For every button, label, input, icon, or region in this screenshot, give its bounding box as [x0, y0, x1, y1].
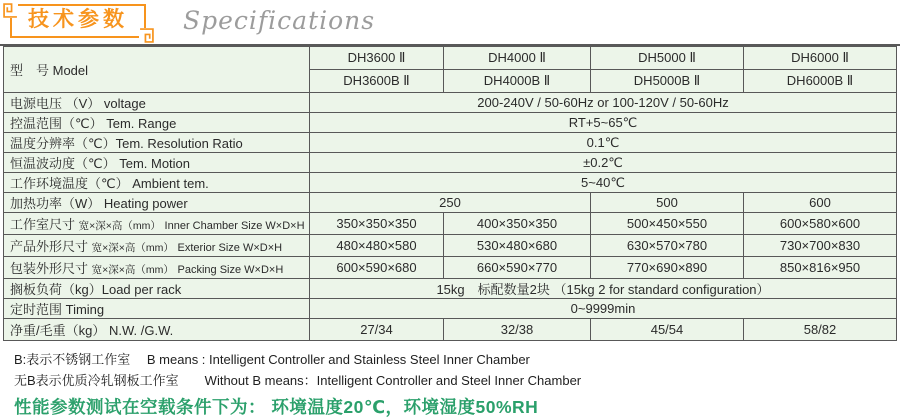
spec-label [4, 213, 310, 235]
spec-row-resolution [4, 133, 897, 153]
model-row-label: 型 号 Model [4, 47, 310, 93]
test-condition-note: 性能参数测试在空载条件下为： 环境温度20℃，环境湿度50%RH [14, 397, 539, 417]
spec-value: 5~40℃ [310, 173, 897, 193]
spec-label: 恒温波动度（℃） Tem. Motion [4, 153, 310, 173]
spec-label: 工作环境温度（℃） Ambient tem. [4, 173, 310, 193]
spec-label: 搁板负荷（kg）Load per rack [4, 279, 310, 299]
spec-row-temp-range [4, 113, 897, 133]
spec-label: 净重/毛重（kg） N.W. /G.W. [4, 319, 310, 341]
page-header [0, 0, 900, 44]
footnotes [0, 341, 900, 419]
spec-label-cn: 包装外形尺寸 [10, 261, 89, 276]
note-b-meaning: B:表示不锈钢工作室 B means : Intelligent Controller and Stainless Steel Inner Chamber [14, 352, 530, 367]
spec-value: 630×570×780 [591, 235, 744, 257]
model-name: DH6000 Ⅱ [744, 47, 897, 70]
spec-value: 500 [591, 193, 744, 213]
spec-value: 400×350×350 [444, 213, 591, 235]
spec-value: 770×690×890 [591, 257, 744, 279]
spec-label-dims: 宽×深×高（mm） [91, 242, 174, 254]
spec-value: 200-240V / 50-60Hz or 100-120V / 50-60Hz [310, 93, 897, 113]
spec-row-weight [4, 319, 897, 341]
spec-value: 500×450×550 [591, 213, 744, 235]
section-title-badge [10, 4, 146, 38]
model-name: DH4000B Ⅱ [444, 70, 591, 93]
spec-value: 15kg 标配数量2块 （15kg 2 for standard configuration） [310, 279, 897, 299]
spec-label-dims: 宽×深×高（mm） [78, 220, 161, 232]
spec-value: 600 [744, 193, 897, 213]
spec-value: 600×580×600 [744, 213, 897, 235]
spec-value: RT+5~65℃ [310, 113, 897, 133]
model-name: DH3600 Ⅱ [310, 47, 444, 70]
spec-label [4, 235, 310, 257]
corner-ornament-icon [139, 28, 154, 43]
model-header-row-1 [4, 47, 897, 70]
section-subtitle: Specifications [183, 6, 376, 35]
section-title: 技术参数 [28, 8, 128, 31]
spec-value: 0.1℃ [310, 133, 897, 153]
spec-value: 0~9999min [310, 299, 897, 319]
spec-label-dims: 宽×深×高（mm） [91, 264, 174, 276]
spec-row-packing-size [4, 257, 897, 279]
spec-value: ±0.2℃ [310, 153, 897, 173]
spec-label: 加热功率（W） Heating power [4, 193, 310, 213]
spec-value: 480×480×580 [310, 235, 444, 257]
spec-row-load-per-rack [4, 279, 897, 299]
spec-label-en: Exterior Size W×D×H [177, 242, 283, 254]
spec-label-en: Packing Size W×D×H [177, 264, 284, 276]
spec-row-timing [4, 299, 897, 319]
spec-value: 58/82 [744, 319, 897, 341]
spec-label: 电源电压 （V） voltage [4, 93, 310, 113]
spec-row-ambient-temp [4, 173, 897, 193]
spec-table [3, 46, 897, 341]
spec-row-exterior-size [4, 235, 897, 257]
spec-row-temp-motion [4, 153, 897, 173]
spec-row-heating-power [4, 193, 897, 213]
spec-label [4, 257, 310, 279]
model-name: DH6000B Ⅱ [744, 70, 897, 93]
spec-label: 控温范围（℃） Tem. Range [4, 113, 310, 133]
spec-label: 定时范围 Timing [4, 299, 310, 319]
model-name: DH5000 Ⅱ [591, 47, 744, 70]
spec-label: 温度分辨率（℃）Tem. Resolution Ratio [4, 133, 310, 153]
spec-row-inner-chamber-size [4, 213, 897, 235]
note-without-b-meaning: 无B表示优质冷轧钢板工作室 Without B means：Intelligent Controller and Steel Inner Chamber [14, 373, 582, 388]
model-name: DH4000 Ⅱ [444, 47, 591, 70]
spec-label-en: Inner Chamber Size W×D×H [164, 220, 305, 232]
spec-value: 32/38 [444, 319, 591, 341]
spec-value: 250 [310, 193, 591, 213]
spec-value: 660×590×770 [444, 257, 591, 279]
spec-label-cn: 工作室尺寸 [10, 217, 76, 232]
spec-value: 600×590×680 [310, 257, 444, 279]
model-name: DH5000B Ⅱ [591, 70, 744, 93]
spec-row-voltage [4, 93, 897, 113]
corner-ornament-icon [3, 3, 18, 18]
spec-value: 730×700×830 [744, 235, 897, 257]
spec-value: 45/54 [591, 319, 744, 341]
spec-label-cn: 产品外形尺寸 [10, 239, 89, 254]
spec-value: 850×816×950 [744, 257, 897, 279]
spec-value: 350×350×350 [310, 213, 444, 235]
model-name: DH3600B Ⅱ [310, 70, 444, 93]
spec-value: 27/34 [310, 319, 444, 341]
spec-value: 530×480×680 [444, 235, 591, 257]
